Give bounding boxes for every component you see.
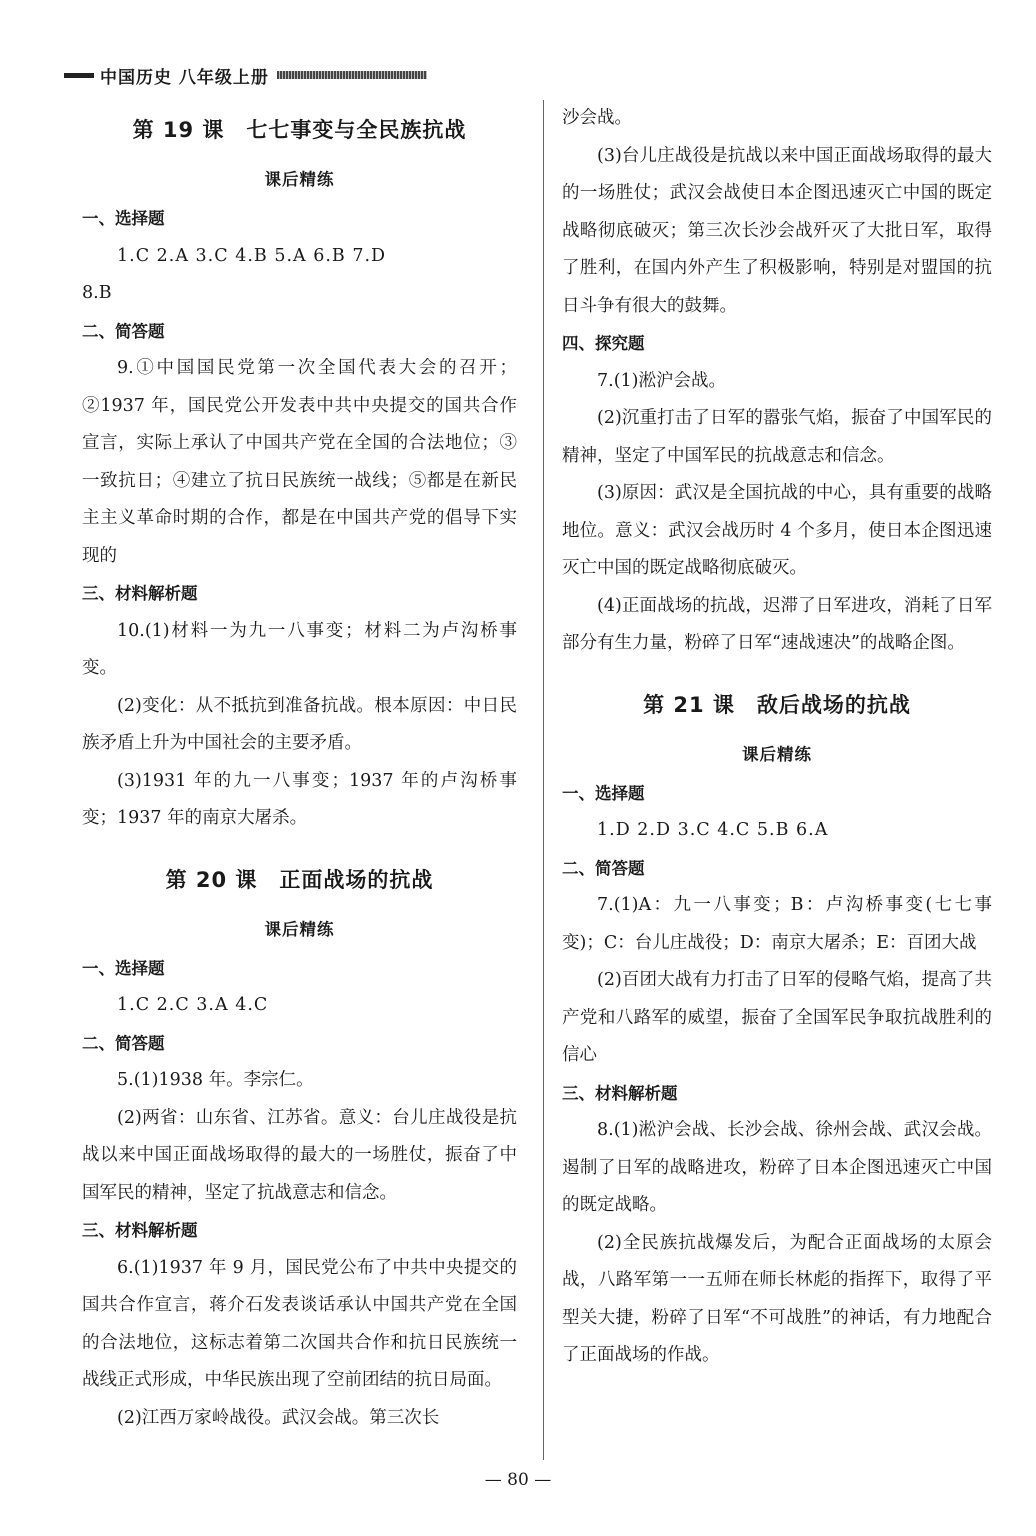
answer-paragraph: 8.(1)淞沪会战、长沙会战、徐州会战、武汉会战。遏制了日军的战略进攻，粉碎了日本企图迅速灭亡中国的既定战略。	[562, 1120, 992, 1215]
header-bar-right	[277, 71, 427, 79]
header-bar-left	[64, 73, 94, 78]
section-heading: 二、简答题	[562, 858, 645, 878]
answer-paragraph: (2)江西万家岭战役。武汉会战。第三次长	[117, 1407, 440, 1428]
answer-paragraph: (3)台儿庄战役是抗战以来中国正面战场取得的最大的一场胜仗；武汉会战使日本企图迅速灭亡中国的既定战略彻底破灭；第三次长沙会战歼灭了大批日军，取得了胜利，在国内外产生了积极影响，特别是对盟国的抗日斗争有很大的鼓舞。	[562, 145, 992, 316]
section-heading: 二、简答题	[82, 1033, 165, 1053]
right-column	[562, 100, 992, 1375]
column-divider	[543, 100, 544, 1460]
answer-paragraph: 沙会战。	[562, 108, 632, 128]
mc-answers: 1.C 2.A 3.C 4.B 5.A 6.B 7.D	[117, 245, 387, 266]
page-number: — 80 —	[484, 1470, 552, 1490]
answer-paragraph: (3)1931 年的九一八事变；1937 年的卢沟桥事变；1937 年的南京大屠杀。	[82, 770, 517, 828]
answer-paragraph: (2)百团大战有力打击了日军的侵略气焰，提高了共产党和八路军的威望，振奋了全国军民争取抗战胜利的信心	[562, 970, 992, 1065]
mc-answers: 1.C 2.C 3.A 4.C	[117, 995, 269, 1015]
section-heading: 三、材料解析题	[82, 1221, 198, 1240]
answer-paragraph: 7.(1)淞沪会战。	[597, 370, 726, 391]
page-header	[64, 64, 427, 86]
section-heading: 四、探究题	[562, 334, 645, 353]
section-heading: 一、选择题	[562, 783, 645, 803]
section-heading: 一、选择题	[82, 209, 165, 228]
lesson-19-subtitle: 课后精练	[264, 170, 335, 189]
mc-answers: 8.B	[82, 283, 112, 303]
answer-paragraph: (2)全民族抗战爆发后，为配合正面战场的太原会战，八路军第一一五师在师长林彪的指挥下，取得了平型关大捷，粉碎了日军“不可战胜”的神话，有力地配合了正面战场的作战。	[562, 1232, 992, 1365]
left-column	[82, 110, 517, 1437]
lesson-20-title: 第 20 课 正面战场的抗战	[165, 867, 434, 892]
section-heading: 三、材料解析题	[562, 1083, 678, 1103]
answer-paragraph: 10.(1)材料一为九一八事变；材料二为卢沟桥事变。	[82, 620, 517, 678]
answer-paragraph: 5.(1)1938 年。李宗仁。	[117, 1070, 314, 1090]
answer-paragraph: 6.(1)1937 年 9 月，国民党公布了中共中央提交的国共合作宣言，蒋介石发表谈话承认中国共产党在全国的合法地位，这标志着第二次国共合作和抗日民族统一战线正式形成，中华民族出现了空前团结的抗日局面。	[82, 1257, 517, 1390]
book-title: 中国历史 八年级上册	[100, 67, 269, 88]
answer-paragraph: (4)正面战场的抗战，迟滞了日军进攻，消耗了日军部分有生力量，粉碎了日军“速战速决”的战略企图。	[562, 595, 992, 653]
section-heading: 三、材料解析题	[82, 584, 198, 603]
lesson-21-subtitle: 课后精练	[742, 744, 812, 764]
answer-paragraph: 7.(1)A：九一八事变；B：卢沟桥事变(七七事变)；C：台儿庄战役；D：南京大屠杀；E：百团大战	[562, 895, 992, 953]
section-heading: 二、简答题	[82, 321, 165, 341]
lesson-21-title: 第 21 课 敌后战场的抗战	[643, 692, 911, 717]
mc-answers: 1.D 2.D 3.C 4.C 5.B 6.A	[597, 820, 829, 840]
answer-paragraph: (2)两省：山东省、江苏省。意义：台儿庄战役是抗战以来中国正面战场取得的最大的一场胜仗，振奋了中国军民的精神，坚定了抗战意志和信念。	[82, 1107, 517, 1203]
answer-paragraph: 9.①中国国民党第一次全国代表大会的召开；②1937 年，国民党公开发表中共中央提交的国共合作宣言，实际上承认了中国共产党在全国的合法地位；③一致抗日；④建立了抗日民族统一战线；⑤都是在新民主主义革命时期的合作，都是在中国共产党的倡导下实现的	[82, 358, 517, 566]
lesson-19-title: 第 19 课 七七事变与全民族抗战	[132, 118, 467, 142]
answer-paragraph: (2)沉重打击了日军的嚣张气焰，振奋了中国军民的精神，坚定了中国军民的抗战意志和信念。	[562, 408, 992, 466]
section-heading: 一、选择题	[82, 958, 165, 978]
answer-paragraph: (3)原因：武汉是全国抗战的中心，具有重要的战略地位。意义：武汉会战历时 4 个多月，使日本企图迅速灭亡中国的既定战略彻底破灭。	[562, 483, 992, 578]
lesson-20-subtitle: 课后精练	[264, 919, 335, 939]
answer-paragraph: (2)变化：从不抵抗到准备抗战。根本原因：中日民族矛盾上升为中国社会的主要矛盾。	[82, 695, 517, 753]
